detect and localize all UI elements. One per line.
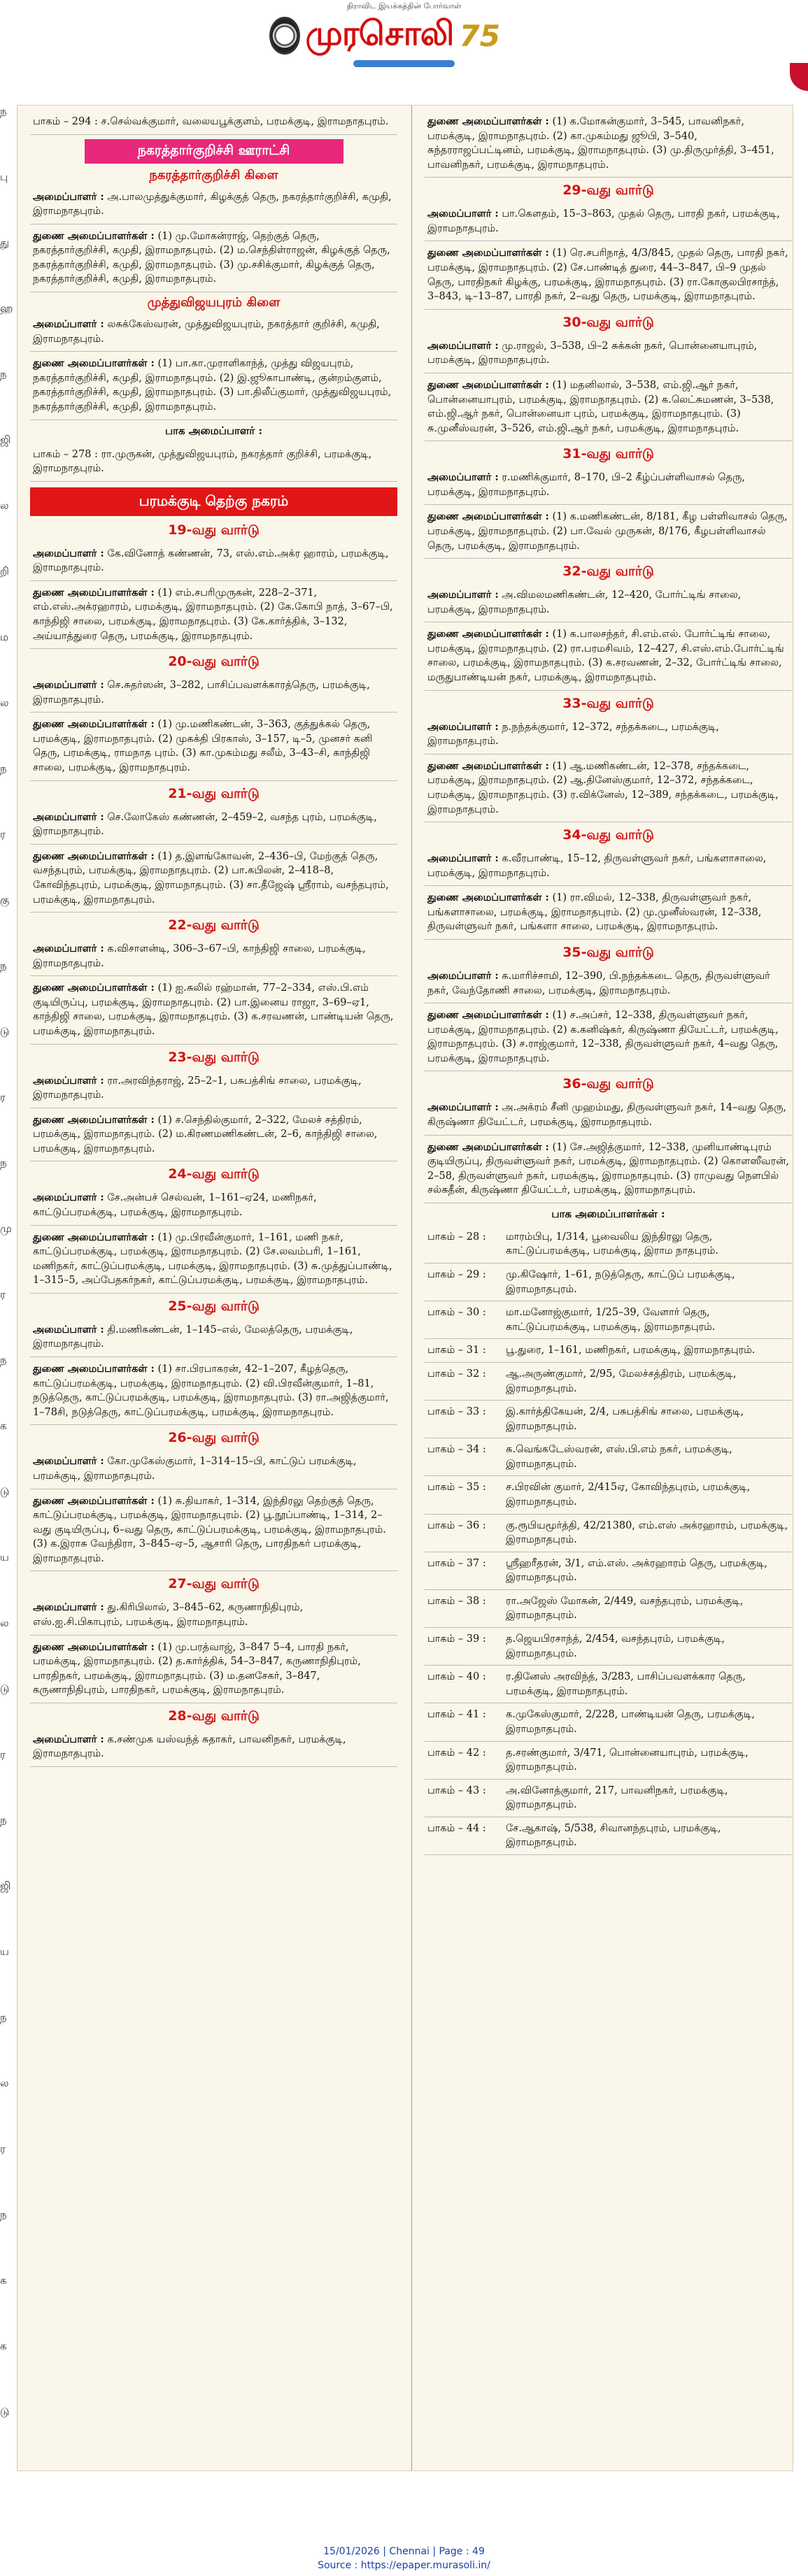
leader-text: பா.கௌதம், 15–3–863, முதல் தெரு, பாரதி நகர், பரமக்குடி, இராமநாதபுரம். bbox=[427, 208, 780, 234]
ward-heading: 27-வது வார்டு bbox=[168, 1576, 260, 1592]
deputy-text: (1) சு.தியாகர், 1–314, இந்திரலு தெற்குத் தெரு, காட்டுப்பரமக்குடி, பரமக்குடி, இராமநாதபுரம். (2) பூ.நூப்பாண்டி, 1–314, 2–வது குடியிருப்பு, 6–வது தெரு, காட்டுப்பரமக்குடி, பரமக்குடி, இராமநாதபுரம். (3) க.இராசு வேந்திரா, 3–845–ஏ–5, ஆசாரி தெரு, பாரதிநகர் பரமக்குடி, இராமநாதபுரம். bbox=[33, 1495, 386, 1564]
ward-heading: 32-வது வார்டு bbox=[562, 564, 654, 580]
ward-deputies bbox=[425, 241, 792, 309]
gutter-fragment: ல bbox=[0, 1617, 9, 1629]
paaga-text: இ.கார்த்திகேயன், 2/4, பசுபத்சிங் சாலை, பரமக்குடி, இராமநாதபுரம். bbox=[506, 1406, 744, 1432]
leader-label: அமைப்பாளர் : bbox=[33, 679, 104, 692]
paaga-row bbox=[425, 1515, 792, 1552]
deputy-label: துணை அமைப்பாளர்கள் : bbox=[33, 1231, 155, 1243]
deputy-text: (1) மதனிலால், 3–538, எம்.ஜி.ஆர் நகர், பொன்னையாபுரம், பரமக்குடி, இராமநாதபுரம். (2) க.லெட்சுமணன், 3–538, எம்.ஜி.ஆர் நகர், பொன்னையா புரம், பரமக்குடி, இராமநாதபுரம். (3) சு.முனீஸ்வரன், 3–526, எம்.ஜி.ஆர் நகர், பரமக்குடி, இராமநாதபுரம். bbox=[427, 379, 774, 434]
gutter-fragment: பு bbox=[0, 171, 8, 183]
ward-deputies bbox=[425, 1003, 792, 1071]
emblem-icon bbox=[269, 17, 300, 55]
gutter-fragment: ந bbox=[0, 105, 7, 117]
deputy-text: (1) த.இளங்கோவன், 2–436–பி, மேற்குத் தெரு, வசந்தபுரம், பரமக்குடி, இராமநாதபுரம். (2) பா.கபிலன், 2–418–8, கோவிந்தபுரம், பரமக்குடி, இராமநாதபுரம். (3) சா.தீஜேஷ் ஸ்ரீராம், வசந்தபுரம், பரமக்குடி, இராமநாதபுரம். bbox=[33, 850, 389, 906]
ward-deputies bbox=[425, 1136, 792, 1203]
footer-dateline: 15/01/2026 | Chennai | Page : 49 bbox=[323, 2546, 485, 2557]
masthead-subband bbox=[353, 60, 455, 67]
leader-label: அமைப்பாளர் : bbox=[33, 547, 104, 559]
ward-leader bbox=[425, 583, 792, 622]
masthead-logo bbox=[269, 11, 500, 60]
deputy-text: (1) க.பாலசந்தர், சி.எம்.எல். போர்ட்டிங் சாலை, பரமக்குடி, இராமநாதபுரம். (2) ரா.பரமசிவம், 12–427, சி.எஸ்.எம்.போர்ட்டிங் சாலை, பரமக்குடி, இராமநாதபுரம். (3) க.சரவணன், 2–32, போர்ட்டிங் சாலை, மருதுபாண்டியன் நகர், பரமக்குடி, இராமநாதபுரம். bbox=[427, 629, 784, 684]
paaga-title-left: பாக அமைப்பாளர் : bbox=[164, 424, 263, 437]
paaga-number: பாகம் – 34 : bbox=[427, 1444, 486, 1456]
deputy-text: (1) ஆ.மணிகண்டன், 12–378, சந்தக்கடை, பரமக்குடி, இராமநாதபுரம். (2) ஆ.தினேஸ்குமார், 12–372, சந்தக்கடை, பரமக்குடி, இராமநாதபுரம். (3) ர.விக்னேஸ், 12–389, சந்தக்கடை, பரமக்குடி, இராமநாதபுரம். bbox=[427, 760, 779, 815]
deputy-label: துணை அமைப்பாளர்கள் : bbox=[33, 1640, 155, 1653]
section-paramakudi-south: பரமக்குடி தெற்கு நகரம் bbox=[30, 487, 397, 516]
paaga-row bbox=[425, 1666, 792, 1703]
paaga-number: பாகம் – 42 : bbox=[427, 1747, 486, 1759]
leader-label: அமைப்பாளர் : bbox=[33, 1192, 104, 1204]
ward-deputies bbox=[30, 1489, 397, 1572]
deputy-text: (1) மு.பிரவீன்குமார், 1–161, மணி நகர், காட்டுப்பரமக்குடி, பரமக்குடி, இராமநாதபுரம். (2) சே.லவம்பரி, 1–161, மணிநகர், காட்டுப்பரமக்குடி, பரமக்குடி, இராமநாதபுரம். (3) சு.முத்துப்பாண்டி, 1–315–5, அப்பேதகர்நகர், காட்டுப்பரமக்குடி, பரமக்குடி, இராமநாதபுரம். bbox=[33, 1231, 392, 1287]
paaga-row bbox=[425, 1401, 792, 1438]
ward-heading: 35-வது வார்டு bbox=[562, 944, 654, 960]
ward-heading: 19-வது வார்டு bbox=[168, 522, 260, 538]
deputy-label: துணை அமைப்பாளர்கள் : bbox=[33, 982, 155, 994]
paaga-text: சு.வெங்கடேஸ்வரன், எஸ்.பி.எம் நகர், பரமக்குடி, இராமநாதபுரம். bbox=[506, 1444, 732, 1470]
branch-heading-2: முத்துவிஜயபுரம் கிளை bbox=[147, 295, 281, 310]
leader-text: து.கிரிபிலால், 3–845–62, கருணாநிதிபுரம், எஸ்.ஐ.சி.பிகாபுரம், பரமக்குடி, இராமநாதபுரம். bbox=[33, 1602, 304, 1628]
leader-label: அமைப்பாளர் : bbox=[427, 471, 499, 484]
anniversary-badge: 75 bbox=[459, 18, 500, 53]
deputy-label: துணை அமைப்பாளர்கள் : bbox=[33, 718, 155, 731]
gutter-fragment: ந bbox=[0, 1157, 7, 1169]
gutter-fragment: க bbox=[0, 1419, 7, 1432]
paaga-number: பாகம் – 32 : bbox=[427, 1368, 486, 1380]
gutter-fragment: ய bbox=[0, 1945, 9, 1958]
gutter-fragment: ர bbox=[0, 1288, 6, 1301]
ward-heading: 34-வது வார்டு bbox=[562, 827, 654, 843]
brand-name: முரசொலி bbox=[305, 14, 454, 53]
deputy-text: (1) ச.செந்தில்குமார், 2–322, மேலச் சத்திரம், பரமக்குடி, இராமநாதபுரம். (2) ம.கிரணமணிகண்டன், 2–6, காந்திஜி சாலை, பரமக்குடி, இராமநாதபுரம். bbox=[33, 1114, 378, 1154]
leader-label: அமைப்பாளர் : bbox=[427, 720, 499, 733]
leader-label: அமைப்பாளர் : bbox=[33, 943, 104, 955]
paaga-row bbox=[425, 1703, 792, 1741]
ward-leader bbox=[425, 202, 792, 241]
paaga-row bbox=[425, 1628, 792, 1666]
ward-deputies bbox=[30, 581, 397, 649]
gutter-fragment: ர bbox=[0, 1748, 6, 1761]
paaga-row bbox=[425, 1552, 792, 1590]
leader-label: அமைப்பாளர் : bbox=[427, 339, 499, 352]
ward-heading: 25-வது வார்டு bbox=[168, 1298, 260, 1314]
paaga-number: பாகம் – 31 : bbox=[427, 1345, 486, 1357]
ward-leader bbox=[30, 1069, 397, 1108]
paaga-text: ரா.அஜேஸ் மோகன், 2/449, வசந்தபுரம், பரமக்குடி, இராமநாதபுரம். bbox=[506, 1595, 744, 1622]
ward-heading: 31-வது வார்டு bbox=[562, 446, 654, 462]
deputy-label: துணை அமைப்பாளர்கள் : bbox=[33, 1363, 155, 1375]
ward-leader bbox=[30, 1596, 397, 1635]
ward-heading: 22-வது வார்டு bbox=[168, 917, 260, 933]
paaga-number: பாகம் – 30 : bbox=[427, 1307, 486, 1319]
deputy-label: துணை அமைப்பாளர்கள் : bbox=[33, 1113, 155, 1126]
leader-text: க.விசாளன்டி, 306–3–67–பி, காந்திஜி சாலை, பரமக்குடி, இராமநாதபுரம். bbox=[33, 943, 366, 969]
ward-leader bbox=[30, 542, 397, 581]
gutter-fragment: ல bbox=[0, 2077, 9, 2089]
ward-leader bbox=[425, 715, 792, 754]
leader-text: க.வீரபாண்டி, 15–12, திருவள்ளுவர் நகர், பங்களாசாலை, பரமக்குடி, இராமநாதபுரம். bbox=[427, 853, 767, 879]
paaga-number: பாகம் – 37 : bbox=[427, 1557, 486, 1569]
column-divider bbox=[411, 106, 412, 2470]
paaga-number: பாகம் – 28 : bbox=[427, 1231, 486, 1243]
paaga-number: பாகம் – 39 : bbox=[427, 1633, 486, 1645]
masthead-tagline: திராவிட இயக்கத்தின் போர்வாள் bbox=[346, 1, 462, 10]
deputy-label: துணை அமைப்பாளர்கள் : bbox=[33, 586, 155, 599]
left-gutter-text bbox=[0, 105, 14, 2468]
gutter-fragment: ம bbox=[0, 631, 9, 643]
masthead bbox=[0, 0, 808, 77]
deputy-text: (1) க.மணிகண்டன், 8/181, கீழ பள்ளிவாசல் தெரு, பரமக்குடி, இராமநாதபுரம். (2) பா.வேல் முருகன், 8/176, கீழபள்ளிவாசல் தெரு, பரமக்குடி, இராமநாதபுரம். bbox=[427, 511, 788, 552]
paaga-row bbox=[425, 1363, 792, 1401]
gutter-fragment: டு bbox=[0, 1485, 10, 1498]
gutter-fragment: க bbox=[0, 2274, 7, 2287]
gutter-fragment: ல bbox=[0, 499, 9, 512]
ward-deputies bbox=[30, 713, 397, 780]
gutter-fragment: ர bbox=[0, 828, 6, 840]
section-nagarathar: நகரத்தார்குறிச்சி ஊராட்சி bbox=[85, 139, 343, 164]
ward-deputies bbox=[425, 886, 792, 940]
gutter-fragment: ல bbox=[0, 696, 9, 709]
ward-deputies bbox=[425, 373, 792, 441]
paaga-text: கு.ரூபியமூர்த்தி, 42/21380, எம்.எஸ் அக்ரஹாரம், பரமக்குடி, இராமநாதபுரம். bbox=[506, 1519, 788, 1546]
ward-deputies bbox=[30, 1357, 397, 1425]
ward-leader bbox=[30, 1318, 397, 1357]
deputy-label: துணை அமைப்பாளர்கள் : bbox=[427, 247, 549, 259]
paaga-text: ஆ.அருண்குமார், 2/95, மேலச்சத்திரம், பரமக்குடி, இராமநாதபுரம். bbox=[506, 1368, 737, 1394]
gutter-fragment: டு bbox=[0, 1025, 10, 1038]
right-wards bbox=[425, 178, 792, 1203]
gutter-fragment: ர bbox=[0, 2142, 6, 2155]
gutter-fragment: மு bbox=[0, 1222, 12, 1235]
gutter-fragment: க bbox=[0, 2340, 7, 2352]
leader-label: அமைப்பாளர் : bbox=[33, 1733, 104, 1745]
leader-text: சே.அன்பச் செல்வன், 1–161–ஏ24, மணிநகர், காட்டுப்பரமக்குடி, பரமக்குடி, இராமநாதபுரம். bbox=[33, 1192, 317, 1219]
leader-text: க.மாரிச்சாமி, 12–390, பி.நந்தக்கடை தெரு, திருவள்ளுவர் நகர், வேந்தோணி சாலை, பரமக்குடி, இராமநாதபுரம். bbox=[427, 970, 770, 996]
deputy-text: (1) ச.அப்சர், 12–338, திருவள்ளுவர் நகர், பரமக்குடி, இராமநாதபுரம். (2) க.கனிஷ்கர், கிருஷ்ணா தியேட்டர், பரமக்குடி, இராமநாதபுரம். (3) ச.ராஜ்குமார், 12–338, திருவள்ளுவர் நகர், 4–வது தெரு, பரமக்குடி, இராமநாதபுரம். bbox=[427, 1010, 779, 1064]
paaga-number: பாகம் – 29 : bbox=[427, 1269, 486, 1281]
paaga-row bbox=[425, 1742, 792, 1780]
right-column bbox=[425, 110, 792, 1855]
gutter-fragment: து bbox=[0, 236, 10, 249]
ward-leader bbox=[425, 466, 792, 505]
gutter-fragment: ந bbox=[0, 1354, 7, 1366]
gutter-fragment: டு bbox=[0, 1682, 10, 1695]
leader-label: அமைப்பாளர் : bbox=[427, 589, 499, 601]
paaga-text: ர.தினேஸ் அரவிந்த், 3/283, பாசிப்பவளக்கார தெரு, பரமக்குடி, இராமநாதபுரம். bbox=[506, 1671, 746, 1697]
paaga-row bbox=[425, 1780, 792, 1817]
gutter-fragment: ந bbox=[0, 959, 7, 972]
article-page bbox=[17, 105, 793, 2471]
ward-heading: 36-வது வார்டு bbox=[562, 1076, 654, 1092]
paaga-text: அ.வினோத்குமார், 217, பாவனிநகர், பரமக்குடி, இராமநாதபுரம். bbox=[506, 1784, 728, 1811]
leader-text: செ.சுதர்ஸன், 3–282, பாசிப்பவளக்காரத்தெரு, பரமக்குடி, இராமநாதபுரம். bbox=[33, 680, 370, 706]
left-top-entry: பாகம் – 294 : ச.செல்வக்குமார், வலையபூக்குளம், பரமக்குடி, இராமநாதபுரம். bbox=[30, 110, 397, 135]
deputy-label: துணை அமைப்பாளர்கள் : bbox=[33, 850, 155, 862]
ward-leader bbox=[425, 334, 792, 373]
corner-ornament bbox=[790, 63, 808, 91]
leader-label: அமைப்பாளர் : bbox=[427, 208, 499, 220]
ward-heading: 21-வது வார்டு bbox=[168, 785, 260, 801]
paaga-text: த.சரண்குமார், 3/471, பொன்னையாபுரம், பரமக்குடி, இராமநாதபுரம். bbox=[506, 1747, 749, 1773]
paaga-text: மாரம்பிபு, 1/314, பூவைலிய இந்திரலு தெரு, காட்டுப்பரமக்குடி, பரமக்குடி, இராம நாதபுரம். bbox=[506, 1231, 719, 1257]
ward-heading: 20-வது வார்டு bbox=[168, 654, 260, 670]
branch-heading-1: நகரத்தார்குறிச்சி கிளை bbox=[149, 167, 278, 183]
ward-heading: 30-வது வார்டு bbox=[562, 314, 654, 330]
paaga-number: பாகம் – 40 : bbox=[427, 1671, 486, 1683]
leader-text: செ.லோகேஸ் கண்ணன், 2–459–2, வசந்த புரம், பரமக்குடி, இராமநாதபுரம். bbox=[33, 811, 377, 838]
leader-label: அமைப்பாளர் : bbox=[33, 1323, 104, 1336]
paaga-row bbox=[425, 1264, 792, 1301]
ward-deputies bbox=[30, 1108, 397, 1162]
paaga-row bbox=[425, 1438, 792, 1476]
paaga-number: பாகம் – 36 : bbox=[427, 1519, 486, 1531]
ward-deputies bbox=[425, 622, 792, 690]
leader-text: அ.அக்ரம் சீனி முஹம்மது, திருவள்ளுவர் நகர், 14–வது தெரு, கிருஷ்ணா தியேட்டர், பரமக்குடி, இராமநாதபுரம். bbox=[427, 1102, 787, 1129]
ward-heading: 23-வது வார்டு bbox=[168, 1049, 260, 1065]
deputy-label: துணை அமைப்பாளர்கள் : bbox=[427, 759, 549, 772]
leader-text: ரா.அரவிந்தராஜ், 25–2–1, பசுபத்சிங் சாலை, பரமக்குடி, இராமநாதபுரம். bbox=[33, 1075, 362, 1101]
ward-deputies bbox=[30, 1226, 397, 1294]
deputy-label: துணை அமைப்பாளர்கள் : bbox=[427, 1140, 549, 1153]
deputy-text: (1) மு.பரத்வாஜ், 3–847 5–4, பாரதி நகர், பரமக்குடி, இராமநாதபுரம். (2) த.கார்த்திக், 54–3–847, கருணாநிதிபுரம், பாரதிநகர், பரமக்குடி, இராமநாதபுரம். (3) ம.தனசேகர், 3–847, கருணாநிதிபுரம், பாரதிநகர், பரமக்குடி, இராமநாதபுரம். bbox=[33, 1641, 361, 1696]
paaga-header: பாக அமைப்பாளர்கள் : bbox=[551, 1207, 665, 1220]
deputy-text: (1) எம்.சபரிமுருகன், 228–2–371, எம்.எஸ்.அக்ரஹாரம், பரமக்குடி, இராமநாதபுரம். (2) கே.கோபி நாத், 3–67–பி, காந்திஜி சாலை, பரமக்குடி, இராமநாதபுரம். (3) கே.கார்த்திக், 3–132, அய்யாத்துரை தெரு, பரமக்குடி, இராமநாதபுரம். bbox=[33, 587, 393, 642]
gutter-fragment: கு bbox=[0, 894, 10, 906]
gutter-fragment: ஹ bbox=[0, 302, 13, 315]
deputy-text: (1) சே.அஜித்குமார், 12–338, முனியாண்டிபுரம் குடியிருப்பு, திருவள்ளுவர் நகர், பரமக்குடி, இராமநாதபுரம். (2) கொளஸீவரன், 2–58, திருவள்ளுவர் நகர், பரமக்குடி, இராமநாதபுரம். (3) ராமுவது நெளபில் சல்சுதீன், கிருஷ்ணா தியேட்டர், பரமக்குடி, இராமநாதபுரம். bbox=[427, 1141, 789, 1196]
deputy-label: துணை அமைப்பாளர்கள் : bbox=[427, 510, 549, 523]
ward-deputies bbox=[425, 754, 792, 822]
paaga-rows bbox=[425, 1226, 792, 1855]
ward-leader bbox=[30, 1450, 397, 1489]
paaga-number: பாகம் – 43 : bbox=[427, 1784, 486, 1796]
leader-label: அமைப்பாளர் : bbox=[427, 852, 499, 865]
leader-label: அமைப்பாளர் : bbox=[427, 969, 499, 982]
leader-text: தி.மணிகண்டன், 1–145–எல், மேலத்தெரு, பரமக்குடி, இராமநாதபுரம். bbox=[33, 1324, 353, 1350]
paaga-row bbox=[425, 1226, 792, 1264]
gutter-fragment: ஜி bbox=[0, 434, 11, 446]
ward-leader bbox=[425, 1096, 792, 1135]
ward-leader bbox=[30, 1186, 397, 1225]
deputy-label: துணை அமைப்பாளர்கள் : bbox=[427, 892, 549, 904]
leader-text: கே.வினோத் கண்ணன், 73, எஸ்.எம்.அக்ர ஹாரம், பரமக்குடி, இராமநாதபுரம். bbox=[33, 548, 389, 574]
deputy-text: (1) ரா.விமல், 12–338, திருவள்ளுவர் நகர், பங்களாசாலை, பரமக்குடி, இராமநாதபுரம். (2) மு.முனீஸ்வரன், 12–338, திருவள்ளுவர் நகர், பங்களா சாலை, பரமக்குடி, இராமநாதபுரம். bbox=[427, 892, 762, 933]
deputy-text: (1) மு.மணிகண்டன், 3–363, குத்துக்கல் தெரு, பரமக்குடி, இராமநாதபுரம். (2) முகக்தி பிரகாஸ், 3–157, டி–5, முனசர் கனி தெரு, பரமக்குடி, ராமநாத புரம். (3) கா.முகம்மது சலீம், 3–43–சி, காந்திஜி சாலை, பரமக்குடி, இராமநாதபுரம். bbox=[33, 719, 373, 774]
leader-text: அ.விமலமணிகண்டன், 12–420, போர்ட்டிங் சாலை, பரமக்குடி, இராமநாதபுரம். bbox=[427, 589, 742, 615]
gutter-fragment: ந bbox=[0, 1814, 7, 1826]
ward-heading: 24-வது வார்டு bbox=[168, 1166, 260, 1182]
paaga-entry-left: பாகம் – 278 : ரா.முருகன், முத்துவிஜயபுரம், நகரத்தார் குறிச்சி, பரமக்குடி, இராமநாதபுரம். bbox=[30, 443, 397, 482]
paaga-row bbox=[425, 1590, 792, 1628]
paaga-row bbox=[425, 1339, 792, 1363]
ward-heading: 28-வது வார்டு bbox=[168, 1708, 260, 1724]
leader-text: ர.மணிக்குமார், 8–170, பி–2 கீழ்ப்பள்ளிவாசல் தெரு, பரமக்குடி, இராமநாதபுரம். bbox=[427, 472, 746, 498]
ward-deputies bbox=[30, 1636, 397, 1703]
deputy-label: துணை அமைப்பாளர்கள் : bbox=[427, 1009, 549, 1022]
gutter-fragment: ந bbox=[0, 2011, 7, 2024]
footer-source: Source : https://epaper.murasoli.in/ bbox=[318, 2559, 490, 2571]
ward-leader bbox=[30, 673, 397, 713]
deputy-label: துணை அமைப்பாளர்கள் : bbox=[427, 628, 549, 641]
ward-leader bbox=[30, 937, 397, 976]
branch2-deputies: துணை அமைப்பாளர்கள் : (1) பா.கா.முராளிகாந்த், முத்து விஜயபுரம், நகரத்தார்குறிச்சி, கமுதி, இராமநாதபுரம். (2) இ.ஜூகாபாண்டி, குன்றம்குளம், நகரத்தார்குறிச்சி, கமுதி, இராமநாதபுரம். (3) பா.திலீப்குமார், முத்துவிஜயபுரம், நகரத்தார்குறிச்சி, கமுதி, இராமநாதபுரம். bbox=[30, 352, 397, 420]
deputy-text: (1) ரெ.சபரிநாத், 4/3/845, முதல் தெரு, பாரதி நகர், பரமக்குடி, இராமநாதபுரம். (2) சே.பாண்டித் துரை, 44–3–847, பி–9 முதல் தெரு, பாரதிநகர் கிழக்கு, பரமக்குடி, இராமநாதபுரம். (3) ரா.கோகுலபிரசாந்த், 3–843, டி–13–87, பாரதி நகர், 2–வது தெரு, பரமக்குடி, இராமநாதபுரம். bbox=[427, 248, 788, 303]
gutter-fragment: ஜி bbox=[0, 1880, 11, 1892]
ward-deputies bbox=[425, 505, 792, 559]
page-footer bbox=[0, 2545, 808, 2573]
ward-leader bbox=[30, 806, 397, 845]
paaga-text: மு.கிஷோர், 1–61, நடுத்தெரு, காட்டுப் பரமக்குடி, இராமநாதபுரம். bbox=[506, 1269, 735, 1295]
leader-text: ந.நந்தக்குமார், 12–372, சந்தக்கடை, பரமக்குடி, இராமநாதபுரம். bbox=[427, 721, 719, 747]
gutter-fragment: ய bbox=[0, 1551, 9, 1564]
right-top-deputies: துணை அமைப்பாளர்கள் : (1) க.மோகன்குமார், 3–545, பாவனிநகர், பரமக்குடி, இராமநாதபுரம். (2) கா.முகம்மது ஜூபி, 3–540, சுந்தரராஜப்பட்டினம், பரமக்குடி, இராமநாதபுரம். (3) மு.திருமுர்த்தி, 3–451, பாவனிநகர், பரமக்குடி, இராமநாதபுரம். bbox=[425, 110, 792, 178]
gutter-fragment: ந bbox=[0, 2208, 7, 2221]
leader-label: அமைப்பாளர் : bbox=[33, 1601, 104, 1614]
paaga-number: பாகம் – 33 : bbox=[427, 1406, 486, 1418]
paaga-text: சே.ஆகாஷ், 5/538, சிவானந்தபுரம், பரமக்குடி, இராமநாதபுரம். bbox=[506, 1822, 721, 1849]
paaga-number: பாகம் – 35 : bbox=[427, 1482, 486, 1494]
ward-heading: 33-வது வார்டு bbox=[562, 695, 654, 711]
gutter-fragment: ர bbox=[0, 1091, 6, 1103]
ward-deputies bbox=[30, 976, 397, 1044]
paaga-text: ச.பிரவின் குமார், 2/415ஏ, கோவிந்தபுரம், பரமக்குடி, இராமநாதபுரம். bbox=[506, 1482, 751, 1508]
branch1-deputies: துணை அமைப்பாளர்கள் : (1) மு.மோகன்ராஜ், தெற்குத் தெரு, நகரத்தார்குறிச்சி, கமுதி, இராமநாதபுரம். (2) ம.செந்திள்ராஜன், கிழக்குத் தெரு, நகரத்தார்குறிச்சி, கமுதி, இராமநாதபுரம். (3) மு.சசிக்குமார், கிழக்குத் தெரு, நகரத்தார்குறிச்சி, கமுதி, இராமநாதபுரம். bbox=[30, 224, 397, 292]
ward-heading: 26-வது வார்டு bbox=[168, 1430, 260, 1446]
ward-heading: 29-வது வார்டு bbox=[562, 183, 654, 199]
gutter-fragment: ந bbox=[0, 368, 7, 380]
leader-text: மு.ராஜல், 3–538, பி–2 சுக்கன் நகர், பொன்னையாபுரம், பரமக்குடி, இராமநாதபுரம். bbox=[427, 340, 758, 366]
paaga-number: பாகம் – 38 : bbox=[427, 1595, 486, 1607]
leader-label: அமைப்பாளர் : bbox=[33, 1455, 104, 1468]
leader-label: அமைப்பாளர் : bbox=[33, 810, 104, 823]
paaga-text: பூ.துரை, 1–161, மணிநகர், பரமக்குடி, இராமநாதபுரம். bbox=[506, 1345, 756, 1357]
paaga-number: பாகம் – 41 : bbox=[427, 1709, 486, 1721]
gutter-fragment: றி bbox=[0, 565, 9, 578]
ward-leader bbox=[425, 847, 792, 886]
branch2-leader: அமைப்பாளர் : லசுக்கேஸ்வரன், முத்துவிஜயபுரம், நகரத்தார் குறிச்சி, கமுதி, இராமநாதபுரம். bbox=[30, 313, 397, 352]
left-wards bbox=[30, 517, 397, 1767]
gutter-fragment: டு bbox=[0, 2405, 10, 2418]
paaga-text: ஸ்ரீஹரீதரன், 3/1, எம்.எஸ். அக்ரஹாரம் தெரு, பரமக்குடி, இராமநாதபுரம். bbox=[506, 1557, 768, 1584]
paaga-text: க.முகேஸ்குமார், 2/228, பாண்டியன் தெரு, பரமக்குடி, இராமநாதபுரம். bbox=[506, 1709, 755, 1735]
paaga-row bbox=[425, 1817, 792, 1855]
paaga-text: மா.மனோஜ்குமார், 1/25–39, வேளார் தெரு, காட்டுப்பரமக்குடி, பரமக்குடி, இராமநாதபுரம். bbox=[506, 1307, 716, 1333]
leader-label: அமைப்பாளர் : bbox=[33, 1074, 104, 1087]
deputy-text: (1) சா.பிரபாகரன், 42–1–207, கீழத்தெரு, காட்டுப்பரமக்குடி, பரமக்குடி, இராமநாதபுரம். (2) வி.பிரவீன்குமார், 1–81, நடுத்தெரு, காட்டுப்பரமக்குடி, பரமக்குடி, இராமநாதபுரம். (3) ரா.அஜித்குமார், 1–78சி, நடுத்தெரு, காட்டுப்பரமக்குடி, பரமக்குடி, இராமநாதபுரம். bbox=[33, 1364, 389, 1418]
gutter-fragment: ந bbox=[0, 762, 7, 775]
ward-leader bbox=[30, 1728, 397, 1767]
deputy-label: துணை அமைப்பாளர்கள் : bbox=[33, 1494, 155, 1507]
branch1-leader: அமைப்பாளர் : அ.பாலமுத்துக்குமார், கிழக்குத் தெரு, நகரத்தார்குறிச்சி, கமுதி, இராமநாதபுரம். bbox=[30, 185, 397, 224]
deputy-text: (1) ஐ.சுலில் ரஹ்மான், 77–2–334, எஸ்.பி.எம் குடியிருப்பு, பரமக்குடி, இராமநாதபுரம். (2) பா.இனைய ராஜா, 3–69–ஏ1, காந்திஜி சாலை, பரமக்குடி, இராமநாதபுரம். (3) க.சரவணன், பாண்டியன் தெரு, பரமக்குடி, இராமநாதபுரம். bbox=[33, 982, 394, 1037]
paaga-number: பாகம் – 44 : bbox=[427, 1822, 486, 1834]
left-column bbox=[30, 110, 397, 1767]
leader-text: க.சண்முக யஸ்வந்த் சுதாகர், பாவனிநகர், பரமக்குடி, இராமநாதபுரம். bbox=[33, 1733, 346, 1760]
ward-leader bbox=[425, 964, 792, 1003]
paaga-row bbox=[425, 1476, 792, 1514]
paaga-text: த.ஜெயபிரசாந்த், 2/454, வசந்தபுரம், பரமக்குடி, இராமநாதபுரம். bbox=[506, 1633, 725, 1659]
deputy-label: துணை அமைப்பாளர்கள் : bbox=[427, 378, 549, 391]
ward-deputies bbox=[30, 845, 397, 913]
paaga-row bbox=[425, 1301, 792, 1339]
leader-text: கோ.முகேஸ்குமார், 1–314–15–பி, காட்டுப் பரமக்குடி, பரமக்குடி, இராமநாதபுரம். bbox=[33, 1456, 357, 1482]
leader-label: அமைப்பாளர் : bbox=[427, 1101, 499, 1114]
